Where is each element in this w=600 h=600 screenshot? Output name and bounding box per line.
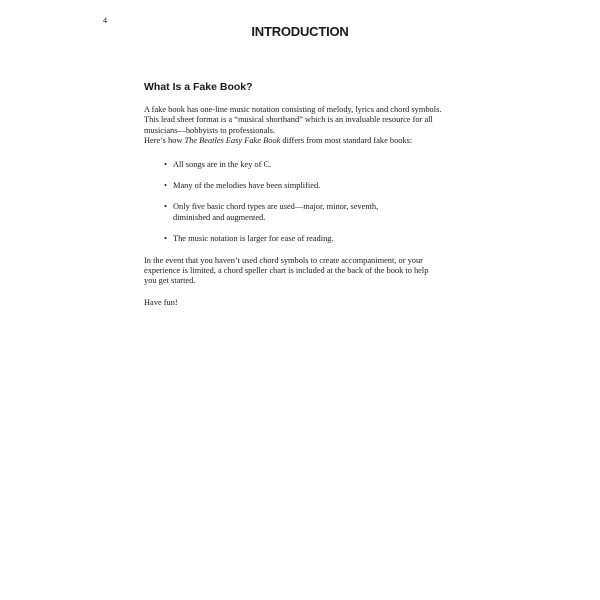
feature-list-item	[144, 181, 464, 191]
bullet-icon: •	[164, 234, 167, 244]
closing-line: In the event that you haven’t used chord symbols to create accompaniment, or your	[144, 255, 423, 265]
intro-line: A fake book has one-line music notation consisting of melody, lyrics and chord symbols.	[144, 105, 442, 114]
bullet-icon: •	[164, 181, 167, 191]
feature-list	[144, 160, 464, 245]
sign-off: Have fun!	[144, 297, 178, 307]
intro-paragraph	[144, 105, 464, 147]
feature-list-item	[144, 160, 464, 170]
section-heading: What Is a Fake Book?	[144, 81, 253, 93]
bullet-icon: •	[164, 159, 167, 169]
bullet-icon: •	[164, 202, 167, 212]
feature-text: All songs are in the key of C.	[173, 159, 272, 169]
book-title: The Beatles Easy Fake Book	[184, 136, 281, 146]
closing-line: experience is limited, a chord speller chart is included at the back of the book to help	[144, 266, 429, 276]
page-body	[144, 80, 464, 308]
feature-list-item	[144, 234, 464, 244]
page-number: 4	[103, 16, 107, 25]
closing-paragraph	[144, 256, 464, 287]
heres-how-suffix: differs from most standard fake books:	[280, 136, 413, 146]
heres-how-line	[144, 136, 464, 146]
feature-text: The music notation is larger for ease of reading.	[173, 234, 334, 244]
page-title: INTRODUCTION	[251, 24, 349, 39]
intro-line: musicians—hobbyists to professionals.	[144, 125, 275, 135]
feature-text: diminished and augmented.	[173, 212, 266, 222]
feature-text: Only five basic chord types are used—major, minor, seventh,	[173, 202, 379, 212]
closing-line: you get started.	[144, 276, 196, 286]
feature-list-item	[144, 202, 464, 223]
heres-how-prefix: Here’s how	[144, 136, 185, 146]
intro-line: This lead sheet format is a “musical shorthand” which is an invaluable resource for all	[144, 115, 433, 125]
feature-text: Many of the melodies have been simplified.	[173, 181, 321, 191]
